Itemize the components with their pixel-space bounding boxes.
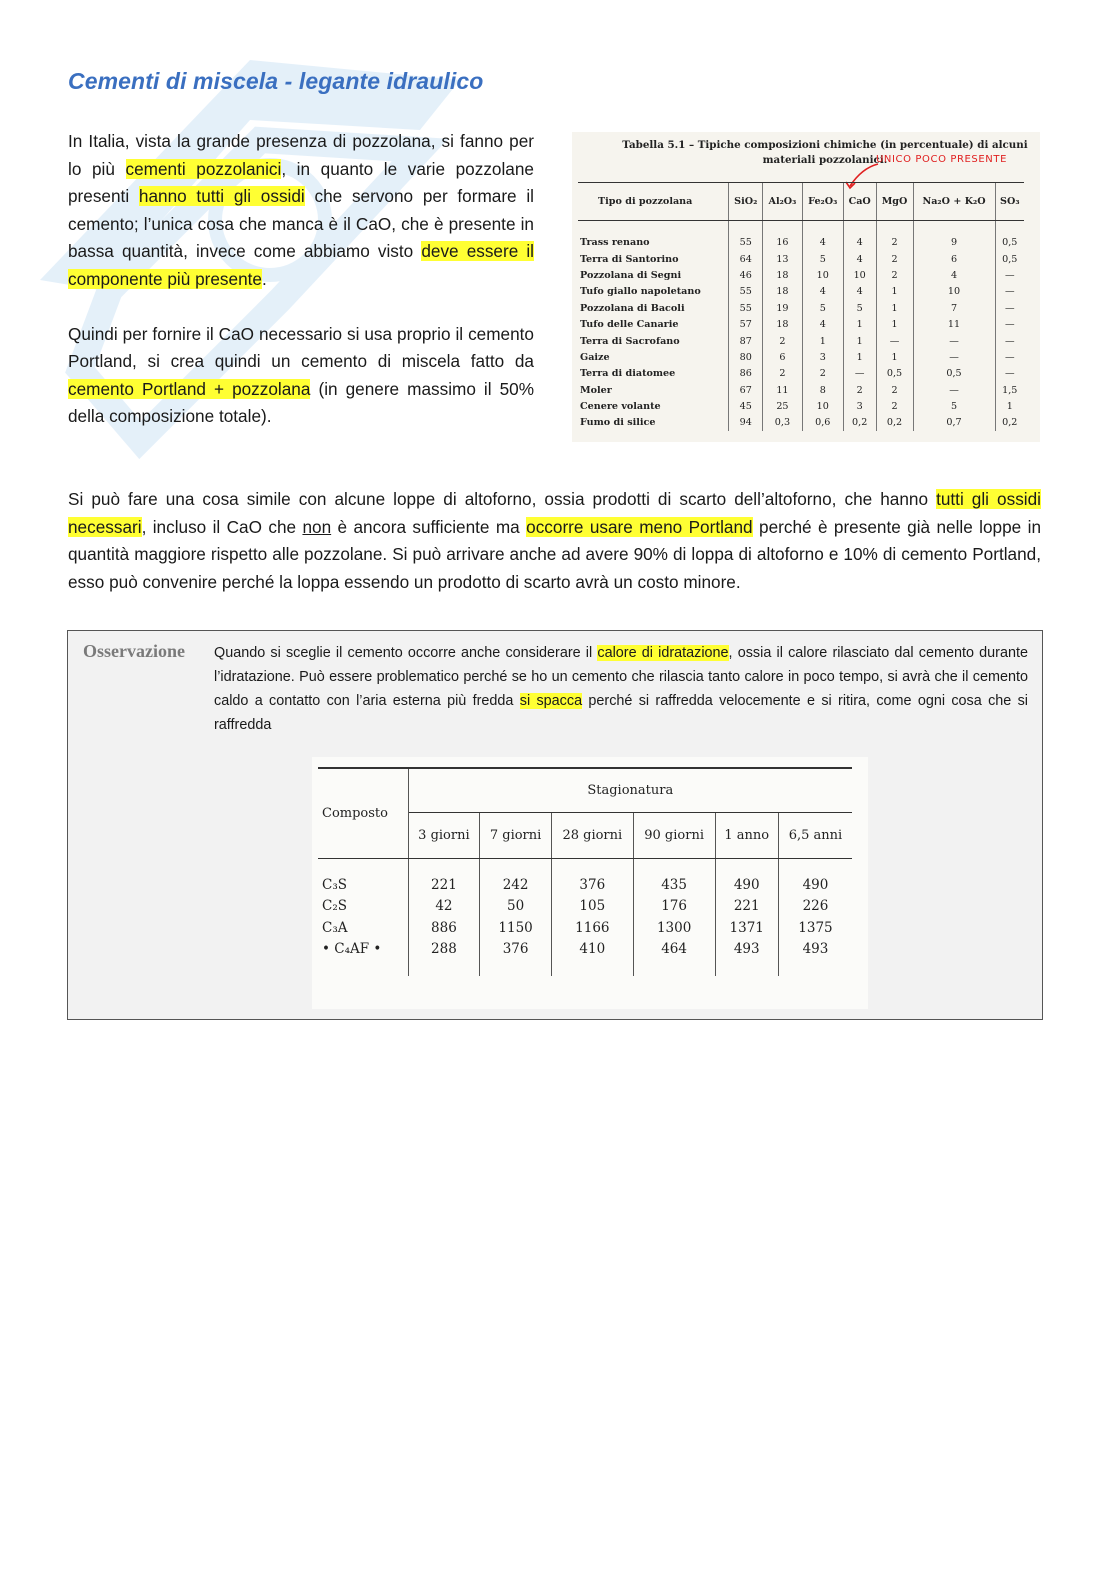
table-cell: 0,5: [995, 235, 1024, 251]
row-label: Pozzolana di Segni: [580, 269, 682, 281]
table-cell: 0,2: [876, 415, 913, 431]
table-row: [578, 251, 1024, 267]
table-cell: 4: [843, 251, 876, 267]
table-cell: 221: [715, 896, 778, 918]
column-header: SiO₂: [729, 183, 763, 221]
table-row: [318, 939, 852, 961]
table-cell: 19: [763, 300, 803, 316]
table-cell: 13: [763, 251, 803, 267]
handwritten-annotation: UNICO POCO PRESENTE: [876, 154, 1007, 165]
table-cell: 2: [876, 267, 913, 283]
table-cell: 10: [802, 267, 843, 283]
table-row: [578, 316, 1024, 332]
observation-label: Osservazione: [83, 641, 185, 661]
table-cell: 493: [715, 939, 778, 961]
intro-paragraph-1: In Italia, vista la grande presenza di pozzolana, si fanno per lo più cementi pozzolanici, in quanto le varie pozzolane presenti hanno tutti gli ossidi che servono per formare il cemento; l’unica cosa che manca è il CaO, che è presente in bassa quantità, invece come abbiamo visto deve essere il componente più presente.: [68, 131, 535, 289]
row-label: Terra di diatomee: [580, 368, 676, 380]
table-cell: 4: [802, 284, 843, 300]
table-row: [578, 333, 1024, 349]
row-label: Gaize: [580, 351, 610, 363]
table-cell: 288: [408, 939, 480, 961]
table-cell: 886: [408, 917, 480, 939]
table-cell: 242: [480, 874, 552, 896]
period-header: 1 anno: [715, 812, 778, 858]
table-cell: 55: [729, 300, 763, 316]
highlight: tutti gli ossidi necessari: [68, 489, 1041, 537]
table-row: [578, 300, 1024, 316]
table-cell: 10: [843, 267, 876, 283]
table-caption: Tabella 5.1 – Tipiche composizioni chimiche (in percentuale) di alcuni materiali pozzolanici.: [622, 139, 1028, 166]
column-header: MgO: [876, 183, 913, 221]
table-cell: 1: [876, 349, 913, 365]
period-header: 6,5 anni: [778, 812, 852, 858]
table-cell: 0,5: [913, 366, 995, 382]
table-cell: 376: [480, 939, 552, 961]
hydration-table: [318, 767, 852, 976]
row-label: Pozzolana di Bacoli: [580, 302, 685, 314]
row-label: Fumo di silice: [580, 417, 656, 429]
table-cell: 0,6: [802, 415, 843, 431]
composition-table: [578, 182, 1024, 431]
table-cell: 226: [778, 896, 852, 918]
table-cell: 3: [802, 349, 843, 365]
table-cell: 2: [763, 333, 803, 349]
table-cell: 11: [913, 316, 995, 332]
table-cell: 0,2: [995, 415, 1024, 431]
table-cell: 1,5: [995, 382, 1024, 398]
table-cell: 490: [715, 874, 778, 896]
table-cell: —: [995, 300, 1024, 316]
table-cell: —: [876, 333, 913, 349]
underlined-word: non: [302, 516, 332, 537]
table-row: [318, 917, 852, 939]
column-header: Fe₂O₃: [802, 183, 843, 221]
table-cell: 80: [729, 349, 763, 365]
column-header: Tipo di pozzolana: [578, 183, 729, 221]
table-cell: 5: [802, 300, 843, 316]
row-label: Terra di Sacrofano: [580, 335, 680, 347]
table-cell: 0,2: [843, 415, 876, 431]
table-cell: 94: [729, 415, 763, 431]
table-cell: —: [995, 316, 1024, 332]
table-cell: 10: [913, 284, 995, 300]
compound-label: C₃A: [322, 919, 348, 936]
highlight: cemento Portland + pozzolana: [68, 378, 311, 399]
row-label: Tufo giallo napoletano: [580, 286, 701, 298]
table-row: [318, 874, 852, 896]
table-cell: —: [995, 333, 1024, 349]
table-cell: 1150: [480, 917, 552, 939]
table-cell: 1: [802, 333, 843, 349]
highlight: deve essere il componente più presente: [68, 241, 535, 289]
table-cell: 0,5: [995, 251, 1024, 267]
table-cell: —: [995, 349, 1024, 365]
table-cell: 0,3: [763, 415, 803, 431]
observation-box: [67, 630, 1043, 1020]
highlight: occorre usare meno Portland: [526, 516, 753, 537]
table-cell: 16: [763, 235, 803, 251]
table-cell: 435: [633, 874, 715, 896]
hydration-heat-table: [312, 757, 868, 1009]
table-row: [578, 382, 1024, 398]
table-cell: —: [995, 284, 1024, 300]
table-cell: 6: [913, 251, 995, 267]
table-cell: 2: [876, 382, 913, 398]
table-cell: 46: [729, 267, 763, 283]
table-cell: 4: [802, 316, 843, 332]
column-header: SO₃: [995, 183, 1024, 221]
table-cell: 10: [802, 398, 843, 414]
compound-label: C₃S: [322, 876, 347, 893]
table-cell: 1: [843, 349, 876, 365]
table-cell: 67: [729, 382, 763, 398]
table-cell: 221: [408, 874, 480, 896]
loppa-paragraph: Si può fare una cosa simile con alcune loppe di altoforno, ossia prodotti di scarto dell’altoforno, che hanno tutti gli ossidi necessari, incluso il CaO che non è ancora sufficiente ma occorre usare meno Portland perché è presente già nelle loppe in quantità maggiore rispetto alle pozzolane. Si può arrivare anche ad avere 90% di loppa di altoforno e 10% di cemento Portland, esso può convenire perché la loppa essendo un prodotto di scarto avrà un costo minore.: [68, 489, 1041, 592]
intro-text: [68, 128, 534, 431]
table-row: [578, 235, 1024, 251]
table-cell: 490: [778, 874, 852, 896]
curing-header: Stagionatura: [408, 768, 852, 812]
table-cell: 376: [551, 874, 633, 896]
table-cell: 11: [763, 382, 803, 398]
compound-label: • C₄AF •: [322, 941, 382, 958]
table-cell: 1371: [715, 917, 778, 939]
table-cell: 3: [843, 398, 876, 414]
table-cell: 2: [802, 366, 843, 382]
table-cell: —: [913, 349, 995, 365]
table-cell: 5: [802, 251, 843, 267]
table-cell: 55: [729, 284, 763, 300]
period-header: 28 giorni: [551, 812, 633, 858]
highlight: cementi pozzolanici: [125, 158, 282, 179]
column-header: Na₂O + K₂O: [913, 183, 995, 221]
row-label: Cenere volante: [580, 401, 661, 413]
highlight: si spacca: [519, 693, 583, 709]
table-cell: 1375: [778, 917, 852, 939]
table-cell: 1: [876, 300, 913, 316]
compound-label: C₂S: [322, 898, 347, 915]
intro-paragraph-2: Quindi per fornire il CaO necessario si usa proprio il cemento Portland, si crea quindi un cemento di miscela fatto da cemento Portland + pozzolana (in genere massimo il 50% della composizione totale).: [68, 323, 534, 427]
table-cell: 5: [913, 398, 995, 414]
table-cell: 4: [913, 267, 995, 283]
column-header: CaO: [843, 183, 876, 221]
table-row: [578, 284, 1024, 300]
table-cell: 2: [763, 366, 803, 382]
table-cell: —: [913, 382, 995, 398]
table-cell: 64: [729, 251, 763, 267]
highlight: hanno tutti gli ossidi: [138, 186, 305, 207]
table-cell: 2: [876, 251, 913, 267]
table-row: [578, 349, 1024, 365]
table-cell: 18: [763, 316, 803, 332]
table-cell: 87: [729, 333, 763, 349]
row-label: Tufo delle Canarie: [580, 319, 679, 331]
table-row: [578, 415, 1024, 431]
table-cell: 1: [876, 284, 913, 300]
table-cell: 493: [778, 939, 852, 961]
table-row: [578, 366, 1024, 382]
observation-text: Quando si sceglie il cemento occorre anche considerare il calore di idratazione, ossia il calore rilasciato dal cemento durante l’idratazione. Può essere problematico perché se ho un cemento che rilascia tanto calore in poco tempo, si avrà che il cemento caldo a contatto con l’aria esterna più fredda si spacca perché si raffredda velocemente e si ritira, come ogni cosa che si raffredda: [214, 645, 1028, 733]
table-cell: 18: [763, 267, 803, 283]
table-cell: 7: [913, 300, 995, 316]
table-cell: 45: [729, 398, 763, 414]
table-cell: 8: [802, 382, 843, 398]
table-cell: 57: [729, 316, 763, 332]
period-header: 7 giorni: [480, 812, 552, 858]
table-cell: —: [913, 333, 995, 349]
table-cell: 105: [551, 896, 633, 918]
row-label: Moler: [580, 384, 612, 396]
page-title: Cementi di miscela - legante idraulico: [68, 68, 484, 94]
table-row: [318, 896, 852, 918]
table-cell: —: [843, 366, 876, 382]
table-cell: 1: [995, 398, 1024, 414]
table-cell: 55: [729, 235, 763, 251]
table-cell: 0,5: [876, 366, 913, 382]
table-row: [578, 267, 1024, 283]
table-cell: 4: [802, 235, 843, 251]
table-cell: 9: [913, 235, 995, 251]
table-cell: 1300: [633, 917, 715, 939]
table-cell: 410: [551, 939, 633, 961]
table-cell: 464: [633, 939, 715, 961]
table-cell: 0,7: [913, 415, 995, 431]
table-cell: 1: [843, 316, 876, 332]
row-label: Trass renano: [580, 237, 650, 249]
table-cell: 4: [843, 235, 876, 251]
highlight: calore di idratazione: [597, 645, 729, 661]
table-cell: 86: [729, 366, 763, 382]
table-cell: 50: [480, 896, 552, 918]
table-cell: 42: [408, 896, 480, 918]
row-label: Terra di Santorino: [580, 253, 679, 265]
compound-header: Composto: [318, 768, 408, 858]
table-cell: 176: [633, 896, 715, 918]
table-cell: 18: [763, 284, 803, 300]
table-cell: 5: [843, 300, 876, 316]
table-cell: 1: [843, 333, 876, 349]
table-cell: 2: [876, 398, 913, 414]
period-header: 3 giorni: [408, 812, 480, 858]
table-cell: 1166: [551, 917, 633, 939]
table-cell: —: [995, 366, 1024, 382]
period-header: 90 giorni: [633, 812, 715, 858]
pozzolana-composition-table: [572, 132, 1040, 442]
table-cell: 6: [763, 349, 803, 365]
table-cell: 2: [843, 382, 876, 398]
column-header: Al₂O₃: [763, 183, 803, 221]
table-cell: —: [995, 267, 1024, 283]
table-cell: 1: [876, 316, 913, 332]
table-row: [578, 398, 1024, 414]
table-cell: 4: [843, 284, 876, 300]
table-cell: 25: [763, 398, 803, 414]
table-cell: 2: [876, 235, 913, 251]
